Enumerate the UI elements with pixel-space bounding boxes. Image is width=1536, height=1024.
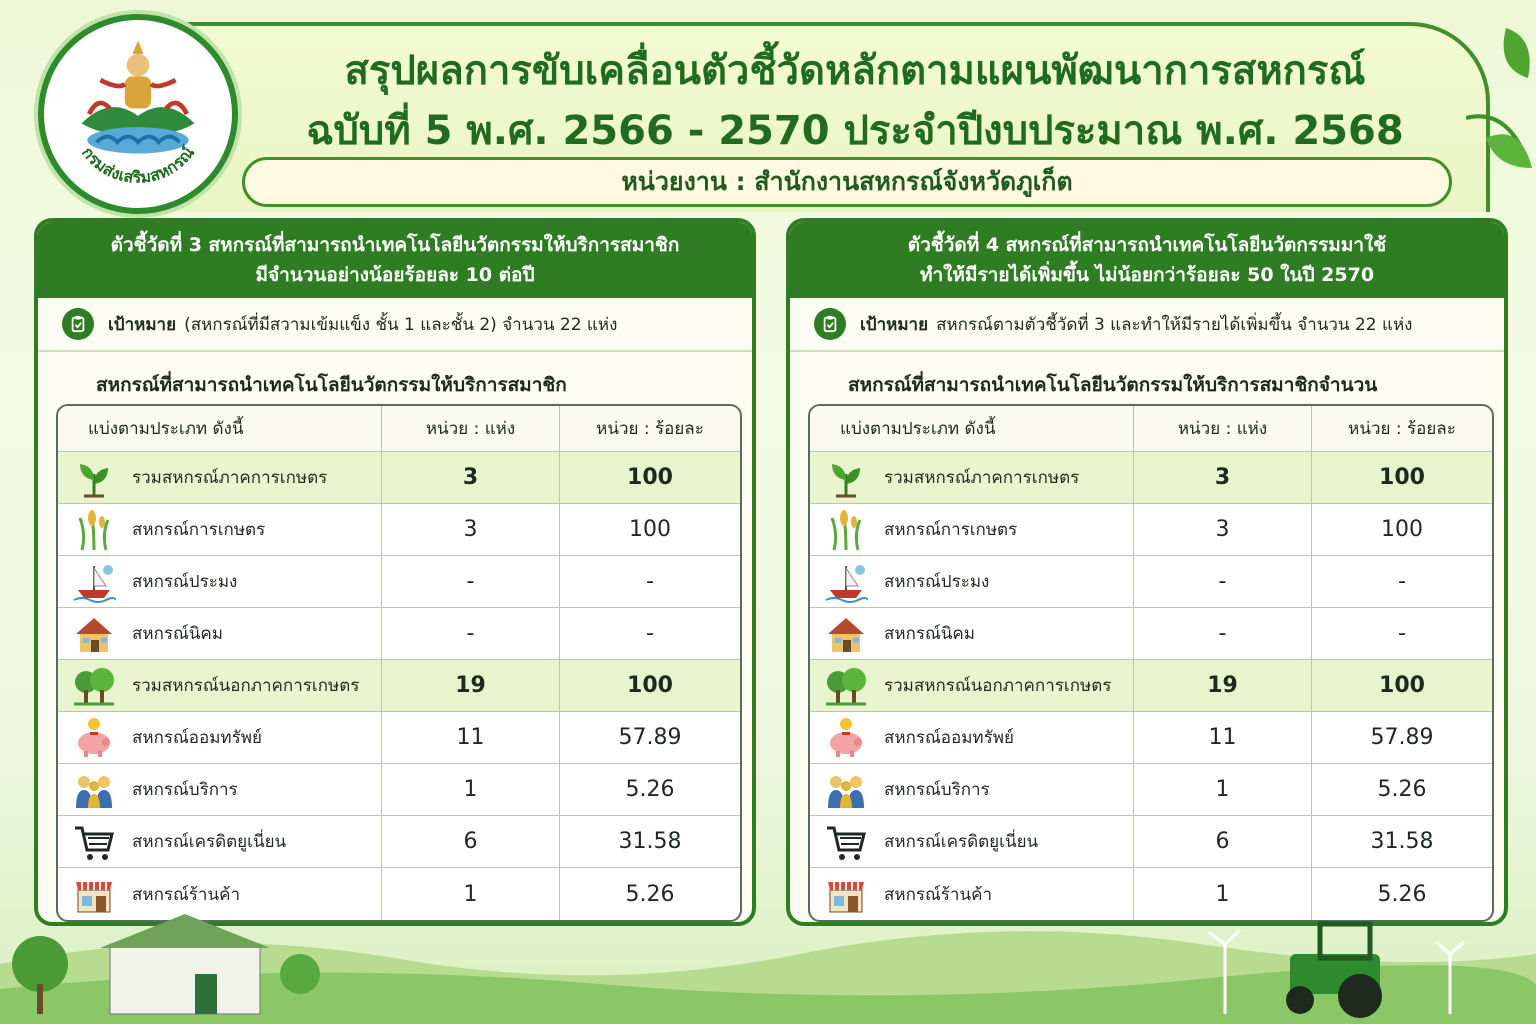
target-label: เป้าหมาย [860, 314, 929, 335]
rice-icon [72, 508, 116, 552]
row-label: สหกรณ์ออมทรัพย์ [884, 728, 1014, 748]
table-row [58, 816, 740, 868]
target-text: (สหกรณ์ที่มีสวามเข้มแข็ง ชั้น 1 และชั้น 2) จำนวน 22 แห่ง [184, 314, 618, 335]
row-percent: 5.26 [625, 777, 675, 802]
summary-row [810, 452, 1492, 504]
people-icon [72, 768, 116, 812]
indicator-title-line-1: ตัวชี้วัดที่ 3 สหกรณ์ที่สามารถนำเทคโนโลยีนวัตกรรมให้บริการสมาชิก [110, 234, 680, 256]
row-label: สหกรณ์เครดิตยูเนี่ยน [884, 832, 1039, 852]
table-row [810, 556, 1492, 608]
trees-icon [72, 664, 116, 708]
table-row [810, 504, 1492, 556]
row-percent: 57.89 [1370, 725, 1434, 750]
row-type-cell [810, 452, 1134, 503]
summary-row [810, 660, 1492, 712]
row-count: 11 [382, 712, 560, 763]
panel-header [790, 222, 1504, 298]
row-type-cell [58, 712, 382, 763]
row-percent: 100 [627, 673, 673, 698]
row-count: 19 [1134, 660, 1312, 711]
table-row [58, 608, 740, 660]
cart-icon [824, 820, 868, 864]
row-type-cell [58, 556, 382, 607]
row-type-cell [810, 504, 1134, 555]
plant-icon [824, 456, 868, 500]
rice-icon [824, 508, 868, 552]
row-label: รวมสหกรณ์นอกภาคการเกษตร [132, 676, 360, 696]
svg-text:กรมส่งเสริมสหกรณ์: กรมส่งเสริมสหกรณ์ [78, 142, 199, 187]
row-count: 3 [1134, 452, 1312, 503]
cooperative-department-logo [38, 14, 238, 214]
row-percent: 57.89 [618, 725, 682, 750]
row-count: - [382, 556, 560, 607]
table-row [810, 764, 1492, 816]
row-label: รวมสหกรณ์ภาคการเกษตร [132, 468, 328, 488]
table-header-row [58, 406, 740, 452]
panel-header [38, 222, 752, 298]
table-row [58, 764, 740, 816]
row-type-cell [58, 660, 382, 711]
row-percent: - [1398, 621, 1406, 646]
agency-unit-label: หน่วยงาน : สำนักงานสหกรณ์จังหวัดภูเก็ต [242, 157, 1452, 207]
target-row [790, 298, 1504, 352]
column-header-type: แบ่งตามประเภท ดังนี้ [810, 406, 1134, 451]
row-label: รวมสหกรณ์ภาคการเกษตร [884, 468, 1080, 488]
clipboard-check-icon [62, 308, 94, 340]
row-label: สหกรณ์ร้านค้า [884, 884, 992, 905]
table-subtitle: สหกรณ์ที่สามารถนำเทคโนโลยีนวัตกรรมให้บริการสมาชิก [96, 374, 567, 396]
row-label: สหกรณ์นิคม [132, 624, 223, 644]
row-percent: - [646, 569, 654, 594]
row-label: สหกรณ์ออมทรัพย์ [132, 728, 262, 748]
piggy-bank-icon [72, 716, 116, 760]
row-count: 3 [382, 504, 560, 555]
row-count: 19 [382, 660, 560, 711]
trees-icon [824, 664, 868, 708]
clipboard-check-icon [821, 315, 839, 333]
boat-icon [824, 560, 868, 604]
column-header-percent: หน่วย : ร้อยละ [596, 419, 704, 439]
clipboard-check-icon [814, 308, 846, 340]
row-count: 6 [382, 816, 560, 867]
row-count: - [382, 608, 560, 659]
row-percent: 100 [1379, 465, 1425, 490]
row-type-cell [810, 712, 1134, 763]
table-row [58, 556, 740, 608]
row-type-cell [810, 660, 1134, 711]
column-header-count: หน่วย : แห่ง [382, 406, 560, 451]
row-percent: 5.26 [625, 881, 675, 907]
table-subtitle: สหกรณ์ที่สามารถนำเทคโนโลยีนวัตกรรมให้บริการสมาชิกจำนวน [848, 374, 1378, 396]
row-count: - [1134, 556, 1312, 607]
row-percent: 100 [629, 517, 671, 542]
row-count: - [1134, 608, 1312, 659]
row-label: สหกรณ์นิคม [884, 624, 975, 644]
row-label: รวมสหกรณ์นอกภาคการเกษตร [884, 676, 1112, 696]
boat-icon [72, 560, 116, 604]
target-row [38, 298, 752, 352]
house-icon [72, 612, 116, 656]
row-type-cell [810, 608, 1134, 659]
row-type-cell [58, 504, 382, 555]
target-text: สหกรณ์ตามตัวชี้วัดที่ 3 และทำให้มีรายได้เพิ่มขึ้น จำนวน 22 แห่ง [936, 314, 1413, 335]
piggy-bank-icon [824, 716, 868, 760]
row-count: 6 [1134, 816, 1312, 867]
page-title-line-1: สรุปผลการขับเคลื่อนตัวชี้วัดหลักตามแผนพัฒนาการสหกรณ์ [344, 48, 1366, 94]
row-percent: 31.58 [1370, 829, 1434, 854]
summary-row [58, 452, 740, 504]
indicator-title-line-2: ทำให้มีรายได้เพิ่มขึ้น ไม่น้อยกว่าร้อยละ 50 ในปี 2570 [919, 264, 1375, 286]
page-title-line-2: ฉบับที่ 5 พ.ศ. 2566 - 2570 ประจำปีงบประมาณ พ.ศ. 2568 [306, 108, 1404, 154]
row-percent: 100 [627, 465, 673, 490]
row-percent: - [1398, 569, 1406, 594]
column-header-type: แบ่งตามประเภท ดังนี้ [58, 406, 382, 451]
row-percent: - [646, 621, 654, 646]
indicator-title-line-2: มีจำนวนอย่างน้อยร้อยละ 10 ต่อปี [255, 264, 535, 286]
indicator-4-panel [786, 218, 1508, 926]
table-row [810, 608, 1492, 660]
row-label: สหกรณ์เครดิตยูเนี่ยน [132, 832, 287, 852]
table-row [58, 504, 740, 556]
logo-text-ring [44, 20, 232, 208]
row-label: สหกรณ์บริการ [884, 780, 990, 800]
row-type-cell [58, 816, 382, 867]
row-label: สหกรณ์การเกษตร [132, 520, 266, 540]
row-label: สหกรณ์ประมง [132, 572, 238, 592]
row-percent: 5.26 [1377, 777, 1427, 802]
row-count: 3 [382, 452, 560, 503]
row-percent: 5.26 [1377, 881, 1427, 907]
table-row [58, 712, 740, 764]
row-type-cell [810, 816, 1134, 867]
cooperative-table [808, 404, 1494, 922]
summary-row [58, 660, 740, 712]
row-count: 1 [1134, 764, 1312, 815]
row-percent: 100 [1381, 517, 1423, 542]
landscape-illustration [0, 904, 1536, 1024]
row-count: 1 [382, 764, 560, 815]
row-count: 3 [1134, 504, 1312, 555]
indicator-3-panel [34, 218, 756, 926]
row-type-cell [810, 556, 1134, 607]
plant-icon [72, 456, 116, 500]
cooperative-table [56, 404, 742, 922]
row-type-cell [58, 608, 382, 659]
row-type-cell [810, 764, 1134, 815]
row-type-cell [58, 764, 382, 815]
column-header-percent: หน่วย : ร้อยละ [1348, 419, 1456, 439]
row-label: สหกรณ์การเกษตร [884, 520, 1018, 540]
row-count: 1 [1134, 868, 1312, 920]
clipboard-check-icon [69, 315, 87, 333]
table-row [810, 712, 1492, 764]
column-header-count: หน่วย : แห่ง [1134, 406, 1312, 451]
row-count: 11 [1134, 712, 1312, 763]
house-icon [824, 612, 868, 656]
people-icon [824, 768, 868, 812]
cart-icon [72, 820, 116, 864]
row-type-cell [58, 452, 382, 503]
table-header-row [810, 406, 1492, 452]
indicator-title-line-1: ตัวชี้วัดที่ 4 สหกรณ์ที่สามารถนำเทคโนโลยีนวัตกรรมมาใช้ [907, 234, 1387, 256]
row-percent: 31.58 [618, 829, 682, 854]
row-label: สหกรณ์ประมง [884, 572, 990, 592]
row-label: สหกรณ์บริการ [132, 780, 238, 800]
table-row [810, 816, 1492, 868]
leaf-decoration-icon [1466, 18, 1536, 188]
row-percent: 100 [1379, 673, 1425, 698]
target-label: เป้าหมาย [108, 314, 177, 335]
row-count: 1 [382, 868, 560, 920]
row-label: สหกรณ์ร้านค้า [132, 884, 240, 905]
